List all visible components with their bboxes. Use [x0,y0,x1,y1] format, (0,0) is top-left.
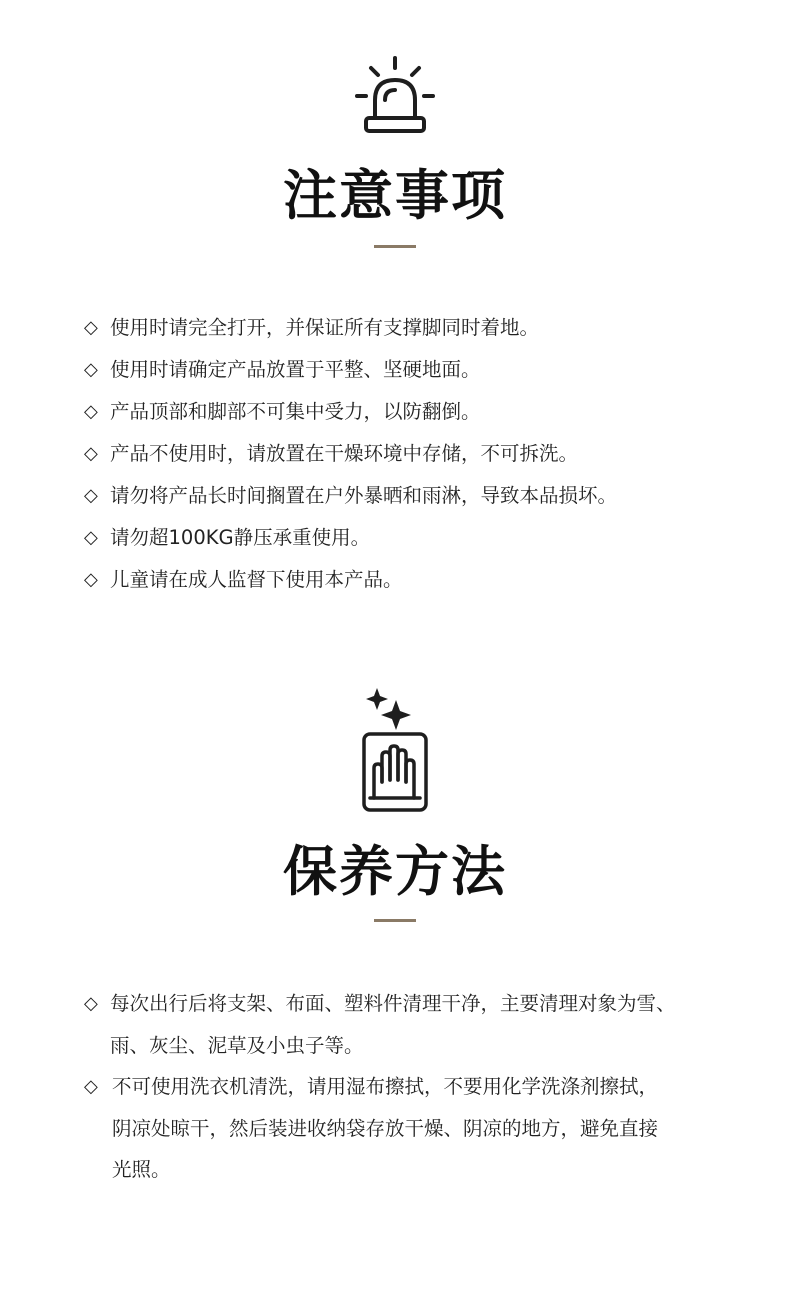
alarm-siren-icon [353,54,437,134]
title-divider [374,919,416,922]
cleaning-icon-container [0,686,790,814]
diamond-bullet-icon: ◇ [84,485,98,506]
list-item [84,398,724,440]
list-item [84,983,704,1066]
list-item [84,440,724,482]
list-item-text: 请勿将产品长时间搁置在户外暴晒和雨淋，导致本品损坏。 [110,484,618,507]
care-list [84,983,704,1191]
diamond-bullet-icon: ◇ [84,359,98,380]
list-item-text: 使用时请确定产品放置于平整、坚硬地面。 [110,358,481,381]
list-item-text: 使用时请完全打开，并保证所有支撑脚同时着地。 [110,316,540,339]
section-title-care: 保养方法 [283,840,507,903]
list-item [84,524,724,566]
list-item [84,482,724,524]
diamond-bullet-icon: ◇ [84,1076,98,1097]
list-item [84,356,724,398]
diamond-bullet-icon: ◇ [84,317,98,338]
list-item-text: 请勿超100KG静压承重使用。 [110,526,371,549]
list-item [84,566,724,608]
list-item-text: 每次出行后将支架、布面、塑料件清理干净，主要清理对象为雪、雨、灰尘、泥草及小虫子等。 [110,992,676,1057]
diamond-bullet-icon: ◇ [84,569,98,590]
diamond-bullet-icon: ◇ [84,527,98,548]
list-item-text: 儿童请在成人监督下使用本产品。 [110,568,403,591]
diamond-bullet-icon: ◇ [84,401,98,422]
list-item-text: 产品顶部和脚部不可集中受力，以防翻倒。 [110,400,481,423]
notice-list [84,314,724,608]
title-divider [374,245,416,248]
list-item [84,314,724,356]
section-title-notice: 注意事项 [283,164,507,227]
diamond-bullet-icon: ◇ [84,993,98,1014]
list-item-text: 不可使用洗衣机清洗，请用湿布擦拭，不要用化学洗涤剂擦拭，阴凉处晾干，然后装进收纳袋存放干燥、阴凉的地方，避免直接光照。 [112,1075,659,1181]
list-item [84,1066,704,1191]
list-item-text: 产品不使用时，请放置在干燥环境中存储，不可拆洗。 [110,442,579,465]
alarm-icon-container [0,54,790,134]
cleaning-glove-sparkle-icon [350,686,440,814]
diamond-bullet-icon: ◇ [84,443,98,464]
